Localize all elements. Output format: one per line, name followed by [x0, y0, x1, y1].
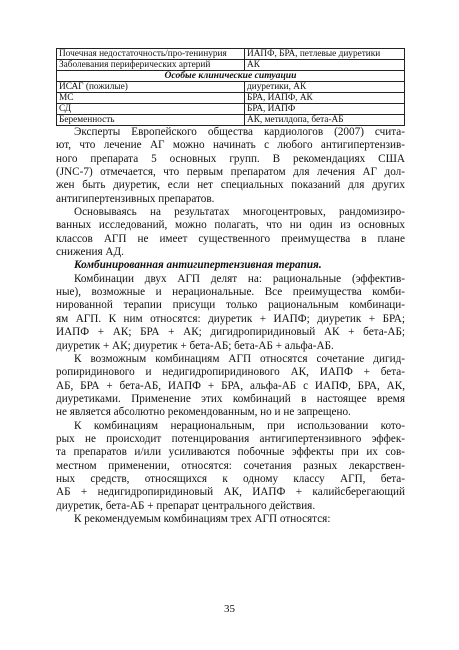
table-cell-condition: ИСАГ (пожилые) [57, 82, 245, 93]
text-line: ного препарата 5 основных групп. В рекомендациях США [56, 152, 405, 165]
table-row [57, 49, 405, 60]
table-cell-condition: Почечная недостаточность/про-тенинурия [57, 49, 245, 60]
text-line: ям АГП. К ним относятся: диуретик + ИАПФ; диуретик + БРА; [56, 312, 405, 325]
page-content [56, 48, 405, 526]
paragraph-rational-combinations [56, 273, 405, 353]
text-line: снижения АД. [56, 246, 124, 259]
table-cell-condition: Беременность [57, 115, 245, 126]
text-line: ные), возможные и нерациональные. Все преимущества комби- [56, 286, 405, 299]
table-cell-drugs: АК [245, 60, 405, 71]
paragraph-triple-combinations [56, 513, 405, 526]
text-line: диуретик, бета-АБ + препарат центрального действия. [56, 499, 316, 512]
text-line: ванных исследований, можно полагать, что ни один из основных [56, 219, 405, 232]
text-line: К комбинациям нерациональным, при использовании кото- [74, 419, 405, 432]
text-line: ропиридинового и недигидропиридинового АК, ИАПФ + бета- [56, 366, 405, 379]
table-row [57, 93, 405, 104]
text-line: ИАПФ + АК; БРА + АК; дигидропиридиновый АК + бета-АБ; [56, 326, 405, 339]
text-line: К возможным комбинациям АГП относятся сочетание дигид- [74, 352, 405, 365]
text-line: классов АГП не имеет существенного преимущества в плане [56, 232, 405, 245]
text-line: (JNC-7) отмечается, что первым препаратом для лечения АГ дол- [56, 166, 405, 179]
text-line: Основываясь на результатах многоцентровых, рандомизиро- [74, 206, 405, 219]
table-row [57, 60, 405, 71]
table-cell-drugs: АК, метилдопа, бета-АБ [245, 115, 405, 126]
text-line: рых не происходит потенцирования антигипертензивного эффек- [56, 432, 405, 445]
table-cell-condition: СД [57, 104, 245, 115]
paragraph-esc-recommendations [56, 126, 405, 206]
table-cell-condition: МС [57, 93, 245, 104]
text-line: Эксперты Европейского общества кардиологов (2007) счита- [74, 126, 405, 138]
paragraph-possible-combinations [56, 353, 405, 420]
table-body [57, 49, 405, 126]
text-line: К рекомендуемым комбинациям трех АГП относятся: [74, 512, 331, 525]
table-row [57, 104, 405, 115]
section-heading-paragraph [56, 259, 405, 272]
text-line: жен быть диуретик, если нет специальных показаний для других [56, 179, 405, 192]
text-line: та препаратов и/или усиливаются побочные эффекты при их сов- [56, 446, 405, 459]
table-row [57, 82, 405, 93]
table-cell-drugs: БРА, ИАПФ, АК [245, 93, 405, 104]
table-section-row [57, 71, 405, 82]
text-line: АБ, БРА + бета-АБ, ИАПФ + БРА, альфа-АБ с ИАПФ, БРА, АК, [56, 379, 405, 392]
text-line: нированной терапии присущи только рациональным комбинаци- [56, 299, 405, 312]
text-line: ют, что лечение АГ можно начинать с любого антигипертензив- [56, 139, 405, 152]
page-number: 35 [224, 603, 235, 615]
text-line: не является абсолютно рекомендованным, но и не запрещено. [56, 406, 351, 419]
paragraph-multicenter-studies [56, 206, 405, 259]
text-line: ных средств, относящихся к одному классу АГП, бета- [56, 472, 405, 485]
text-line: антигипертензивных препаратов. [56, 192, 215, 205]
table-cell-condition: Заболевания периферических артерий [57, 60, 245, 71]
text-line: АБ + недигидропиридиновый АК, ИАПФ + калийсберегающий [56, 486, 405, 499]
table-cell-drugs: БРА, ИАПФ [245, 104, 405, 115]
table-cell-drugs: ИАПФ, БРА, петлевые диуретики [245, 49, 405, 60]
text-line: диуретик + АК; диуретик + бета-АБ; бета-АБ + альфа-АБ. [56, 339, 334, 352]
table-cell-drugs: диуретики, АК [245, 82, 405, 93]
text-line: местном применении, относятся: сочетания разных лекарствен- [56, 459, 405, 472]
section-heading: Комбинированная антигипертензивная терапия. [74, 259, 322, 272]
indications-table [56, 48, 405, 126]
paragraph-irrational-combinations [56, 420, 405, 513]
table-section-title: Особые клинические ситуации [57, 71, 405, 82]
text-line: диуретиками. Применение этих комбинаций в настоящее время [56, 392, 405, 405]
text-line: Комбинации двух АГП делят на: рациональные (эффектив- [74, 272, 405, 285]
table-row [57, 115, 405, 126]
